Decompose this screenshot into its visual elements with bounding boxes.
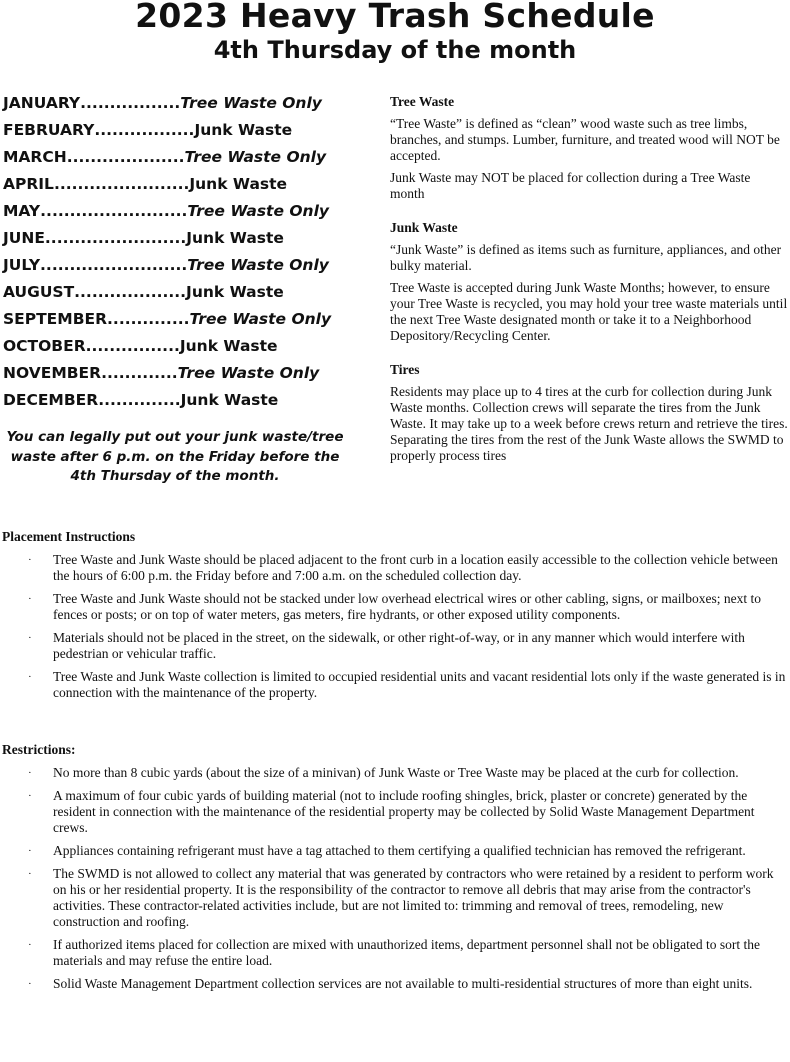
schedule-row-january [3, 91, 353, 118]
schedule-month: DECEMBER [3, 391, 99, 409]
schedule-leader-dots: ................. [80, 94, 181, 112]
list-item [2, 788, 788, 836]
bullet-icon: · [28, 593, 32, 605]
list-item [2, 765, 788, 781]
schedule-month: OCTOBER [3, 337, 86, 355]
list-item-text: Tree Waste and Junk Waste should be placed adjacent to the front curb in a location easily accessible to the collection vehicle between the hours of 6:00 p.m. the Friday before and 7:00 a.m. on the scheduled collection day. [53, 552, 778, 583]
schedule-row-september [3, 307, 353, 334]
bullet-icon: · [28, 845, 32, 857]
pickup-note: You can legally put out your junk waste/tree waste after 6 p.m. on the Friday before the 4th Thursday of the month. [6, 429, 344, 484]
schedule-waste-type: Junk Waste [194, 121, 293, 139]
definition-paragraph: Residents may place up to 4 tires at the curb for collection during Junk Waste months. Collection crews will separate the tires from the Junk Waste. It may take up to a week before crews return and retrieve the tires. Separating the tires from the rest of the Junk Waste allows the SWMD to properly process tires [390, 384, 788, 463]
list-item [2, 669, 788, 701]
definition-heading: Tires [390, 362, 420, 377]
schedule-leader-dots: .................... [66, 148, 185, 166]
schedule-waste-type: Tree Waste Only [177, 364, 320, 382]
list-item [2, 866, 788, 930]
schedule-waste-type: Tree Waste Only [189, 310, 332, 328]
bullet-icon: · [28, 939, 32, 951]
schedule-month: SEPTEMBER [3, 310, 108, 328]
schedule-row-june [3, 226, 353, 253]
definition-paragraph: “Tree Waste” is defined as “clean” wood waste such as tree limbs, branches, and stumps. Lumber, furniture, and treated wood will NOT be accepted. [390, 116, 780, 163]
schedule-month: NOVEMBER [3, 364, 102, 382]
definition-heading: Junk Waste [390, 220, 458, 235]
bullet-icon: · [28, 978, 32, 990]
schedule-waste-type: Junk Waste [179, 337, 278, 355]
page-subtitle: 4th Thursday of the month [213, 36, 577, 64]
definition-paragraph: “Junk Waste” is defined as items such as furniture, appliances, and other bulky material. [390, 242, 782, 273]
schedule-row-february [3, 118, 353, 145]
schedule-row-october [3, 334, 353, 361]
definition-heading: Tree Waste [390, 94, 455, 109]
bullet-icon: · [28, 671, 32, 683]
list-item [2, 843, 788, 859]
schedule-month: MARCH [3, 148, 67, 166]
schedule-month: AUGUST [3, 283, 75, 301]
placement-heading: Placement Instructions [2, 529, 136, 544]
restrictions-list [2, 765, 788, 992]
bullet-icon: · [28, 868, 32, 880]
schedule-waste-type: Tree Waste Only [184, 148, 327, 166]
schedule-leader-dots: ....................... [53, 175, 190, 193]
list-item [2, 591, 788, 623]
schedule-row-march [3, 145, 353, 172]
restrictions-heading: Restrictions: [2, 742, 76, 757]
schedule-leader-dots: .............. [107, 310, 190, 328]
schedule-leader-dots: ........................ [44, 229, 187, 247]
schedule-row-december [3, 388, 353, 415]
list-item-text: If authorized items placed for collection are mixed with unauthorized items, department personnel shall not be obligated to sort the materials and may refuse the entire load. [53, 937, 761, 968]
schedule-month: JUNE [3, 229, 45, 247]
schedule-waste-type: Junk Waste [186, 283, 284, 301]
schedule-row-may [3, 199, 353, 226]
schedule-row-august [3, 280, 353, 307]
schedule-month: MAY [3, 202, 41, 220]
schedule-leader-dots: ......................... [40, 256, 188, 274]
list-item-text: A maximum of four cubic yards of building material (not to include roofing shingles, brick, plaster or concrete) generated by the resident in connection with the maintenance of the residential property may be collected by Solid Waste Management Department crews. [53, 788, 755, 835]
placement-instructions-section [2, 529, 788, 708]
schedule-waste-type: Tree Waste Only [187, 202, 330, 220]
list-item [2, 976, 788, 992]
list-item-text: Tree Waste and Junk Waste collection is limited to occupied residential units and vacant residential lots only if the waste generated is in connection with the maintenance of the property. [53, 669, 786, 700]
list-item-text: Materials should not be placed in the street, on the sidewalk, or other right-of-way, or in any manner which would interfere with pedestrian or vehicular traffic. [53, 630, 745, 661]
schedule-leader-dots: ................ [85, 337, 180, 355]
bullet-icon: · [28, 767, 32, 779]
schedule-row-july [3, 253, 353, 280]
schedule-leader-dots: .............. [98, 391, 181, 409]
bullet-icon: · [28, 554, 32, 566]
schedule-month: FEBRUARY [3, 121, 95, 139]
definitions-column [390, 94, 788, 470]
schedule-leader-dots: ......................... [40, 202, 188, 220]
schedule-waste-type: Tree Waste Only [187, 256, 329, 274]
schedule-list [3, 91, 353, 415]
schedule-leader-dots: ............. [101, 364, 178, 382]
schedule-month: JULY [3, 256, 41, 274]
schedule-row-november [3, 361, 353, 388]
bullet-icon: · [28, 790, 32, 802]
schedule-row-april [3, 172, 353, 199]
definition-paragraph: Tree Waste is accepted during Junk Waste Months; however, to ensure your Tree Waste is recycled, you may hold your tree waste materials until the next Tree Waste designated month or take it to a Neighborhood Depository/Recycling Center. [390, 280, 788, 343]
schedule-leader-dots: ................. [94, 121, 195, 139]
restrictions-section [2, 742, 788, 999]
list-item-text: Appliances containing refrigerant must have a tag attached to them certifying a qualified technician has removed the refrigerant. [53, 843, 746, 858]
schedule-month: JANUARY [3, 94, 81, 112]
schedule-month: APRIL [3, 175, 54, 193]
list-item-text: No more than 8 cubic yards (about the size of a minivan) of Junk Waste or Tree Waste may be placed at the curb for collection. [53, 765, 739, 780]
list-item-text: Solid Waste Management Department collection services are not available to multi-residential structures of more than eight units. [53, 976, 753, 991]
schedule-waste-type: Junk Waste [180, 391, 279, 409]
list-item [2, 937, 788, 969]
schedule-leader-dots: ................... [74, 283, 187, 301]
page-title: 2023 Heavy Trash Schedule [135, 0, 655, 35]
definition-paragraph: Junk Waste may NOT be placed for collection during a Tree Waste month [390, 170, 751, 201]
schedule-waste-type: Junk Waste [189, 175, 288, 193]
schedule-waste-type: Tree Waste Only [180, 94, 322, 112]
list-item [2, 552, 788, 584]
list-item-text: Tree Waste and Junk Waste should not be stacked under low overhead electrical wires or other cabling, signs, or mailboxes; next to fences or posts; or on top of water meters, gas meters, fire hydrants, or other exposed utility components. [53, 591, 762, 622]
list-item [2, 630, 788, 662]
schedule-waste-type: Junk Waste [186, 229, 284, 247]
list-item-text: The SWMD is not allowed to collect any material that was generated by contractors who were retained by a resident to perform work on his or her residential property. It is the responsibility of the contractor to remove all debris that may arise from the contractor's activities. These contractor-related activities include, but are not limited to: trimming and removal of trees, remodeling, new construction and roofing. [53, 866, 774, 929]
bullet-icon: · [28, 632, 32, 644]
placement-list [2, 552, 788, 701]
